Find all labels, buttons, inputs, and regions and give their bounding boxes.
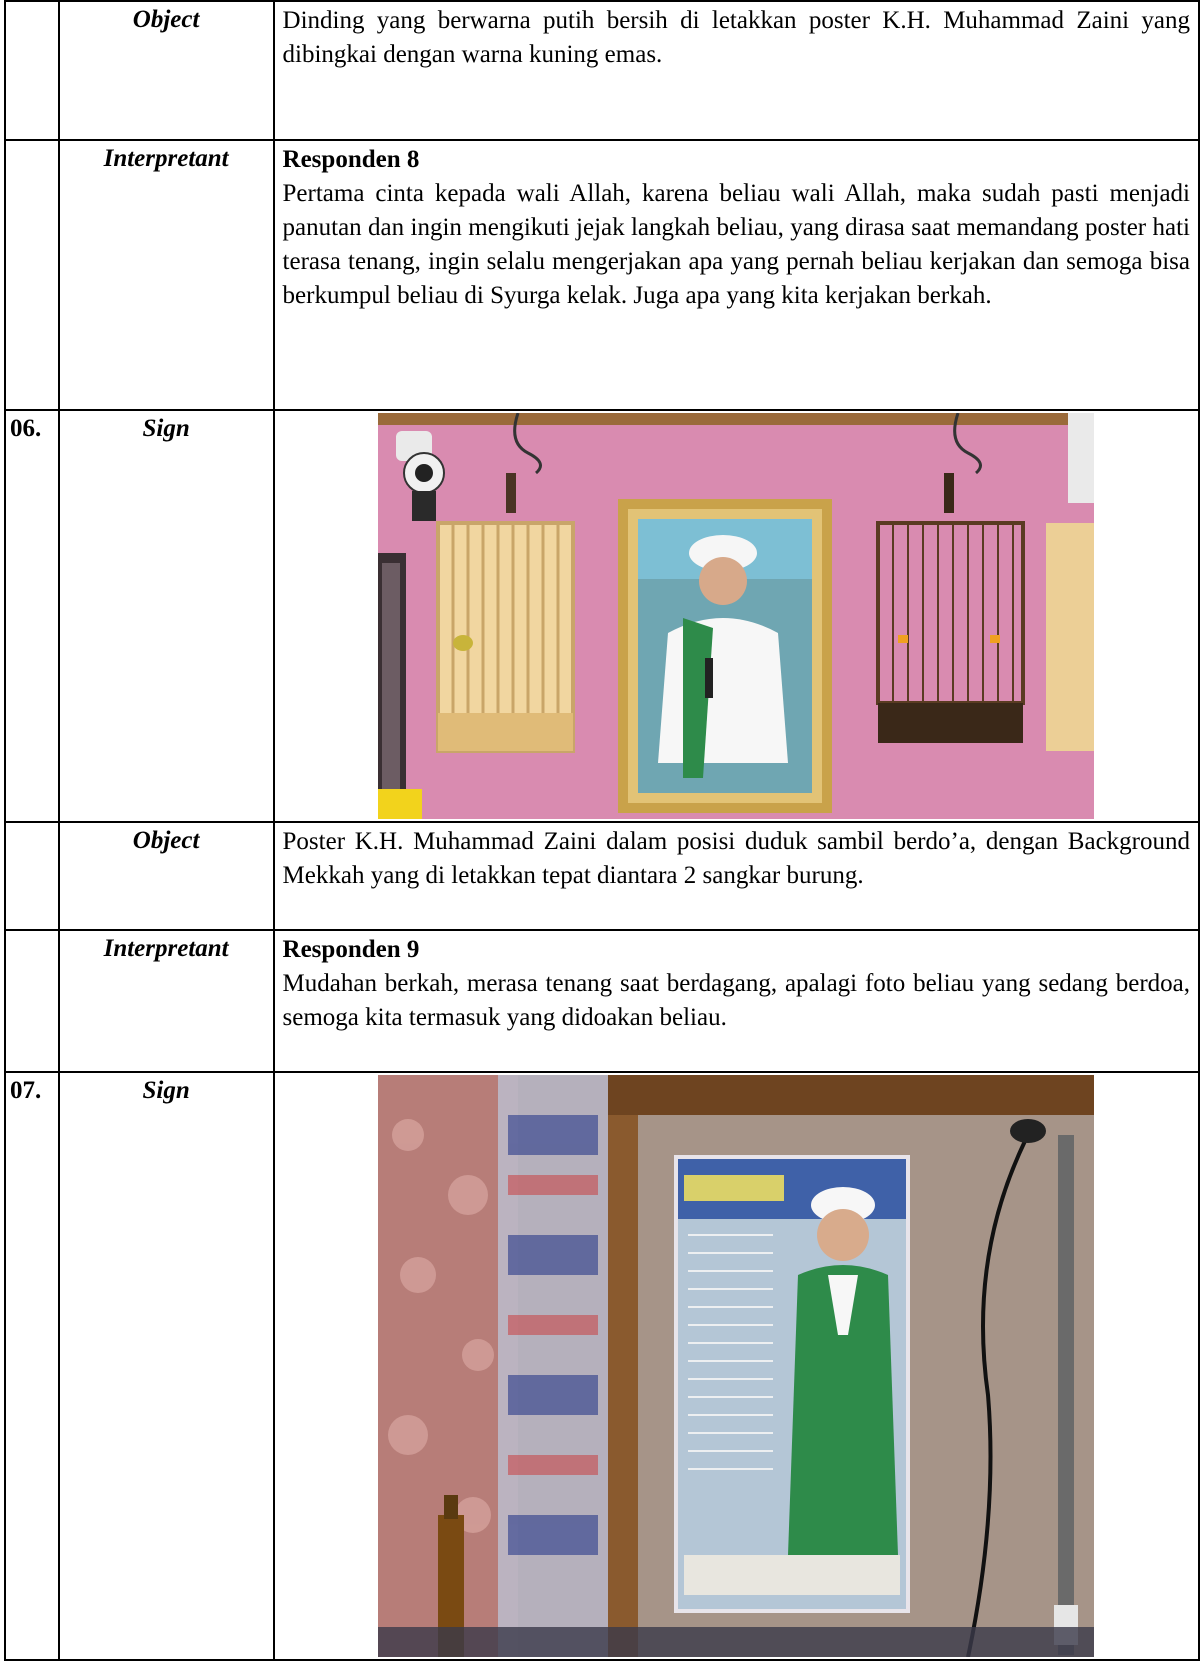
row-text	[274, 1, 1199, 140]
interpretant-text: Pertama cinta kepada wali Allah, karena beliau wali Allah, maka sudah pasti menjadi panutan dan ingin mengikuti jejak langkah beliau, yang dirasa saat memandang poster hati terasa tenang, ingin selalu mengerjakan apa yang pernah beliau kerjakan dan semoga bisa berkumpul beliau di Syurga kelak. Juga apa yang kita kerjakan berkah.	[282, 180, 1190, 309]
table-row	[5, 1, 1199, 140]
row-label: Interpretant	[59, 140, 274, 410]
respondent-title: Responden 9	[282, 936, 420, 963]
photo-wrap	[275, 1073, 1198, 1657]
table-row	[5, 410, 1199, 822]
row-text	[274, 822, 1199, 930]
row-label: Interpretant	[59, 930, 274, 1072]
row-text	[274, 140, 1199, 410]
row-label: Sign	[59, 1072, 274, 1660]
sign-photo-cell	[274, 410, 1199, 822]
row-number	[5, 140, 59, 410]
table-row	[5, 140, 1199, 410]
table-row	[5, 1072, 1199, 1660]
row-label: Object	[59, 822, 274, 930]
green-robe-poster-photo	[378, 1075, 1094, 1657]
row-number	[5, 1, 59, 140]
table-row	[5, 822, 1199, 930]
row-number	[5, 930, 59, 1072]
row-number	[5, 822, 59, 930]
row-number: 07.	[5, 1072, 59, 1660]
semiotic-analysis-table	[4, 0, 1200, 1661]
row-label: Sign	[59, 410, 274, 822]
poster-between-bird-cages-photo	[378, 413, 1094, 819]
table-row	[5, 930, 1199, 1072]
interpretant-text: Mudahan berkah, merasa tenang saat berdagang, apalagi foto beliau yang sedang berdoa, semoga kita termasuk yang didoakan beliau.	[282, 970, 1190, 1031]
row-text	[274, 930, 1199, 1072]
respondent-title: Responden 8	[282, 146, 420, 173]
row-label: Object	[59, 1, 274, 140]
row-number: 06.	[5, 410, 59, 822]
sign-photo-cell	[274, 1072, 1199, 1660]
object-description: Poster K.H. Muhammad Zaini dalam posisi duduk sambil berdo’a, dengan Background Mekkah yang di letakkan tepat diantara 2 sangkar burung.	[282, 828, 1190, 889]
photo-wrap	[275, 411, 1198, 819]
object-description: Dinding yang berwarna putih bersih di letakkan poster K.H. Muhammad Zaini yang dibingkai dengan warna kuning emas.	[282, 7, 1190, 68]
